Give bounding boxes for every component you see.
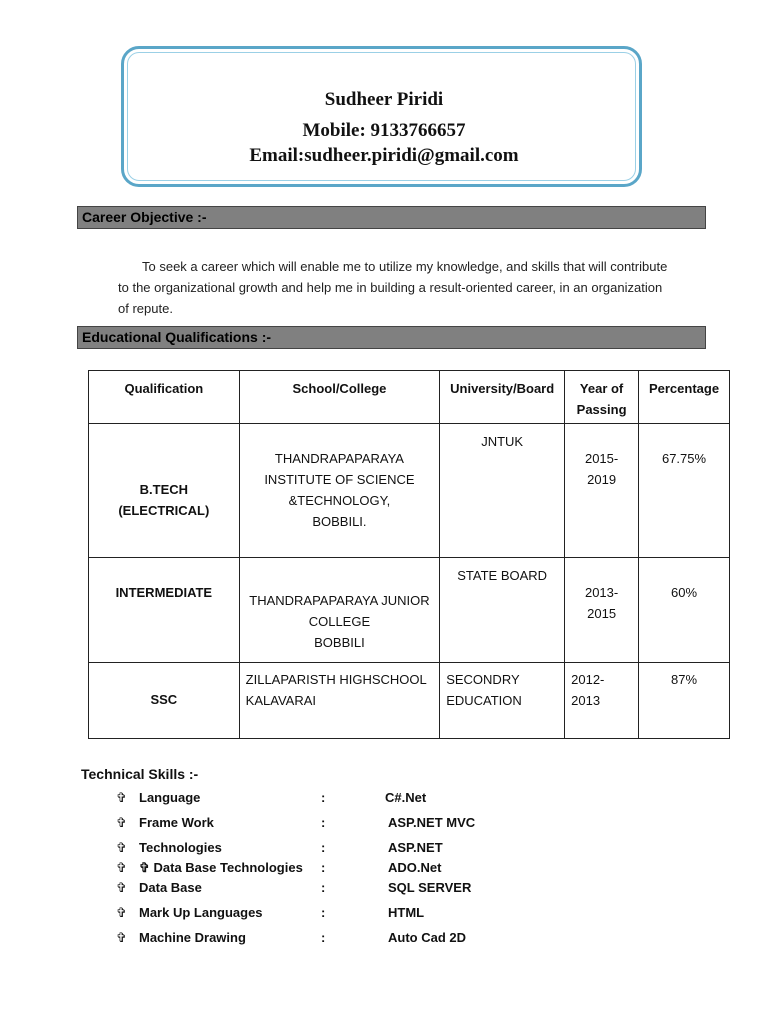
table-header-row	[89, 371, 730, 424]
skill-separator: :	[321, 880, 326, 895]
candidate-name: Sudheer Piridi	[324, 89, 444, 110]
skill-separator: :	[321, 840, 326, 855]
cross-bullet-icon: ✞	[116, 840, 127, 855]
skill-value: HTML	[388, 905, 425, 920]
skill-value: ASP.NET MVC	[388, 815, 476, 830]
school-cell-line: COLLEGE	[308, 614, 371, 629]
board-cell-line: EDUCATION	[446, 693, 522, 708]
skill-separator: :	[321, 860, 326, 875]
skill-value: Auto Cad 2D	[388, 930, 466, 945]
table-row	[89, 663, 730, 739]
list-item	[0, 790, 768, 810]
career-objective-heading: Career Objective :-	[77, 206, 706, 229]
skill-value: C#.Net	[385, 790, 427, 805]
table-row	[89, 558, 730, 663]
school-cell-line: ZILLAPARISTH HIGHSCHOOL	[245, 672, 427, 687]
percentage-cell	[639, 558, 730, 663]
skill-value: ADO.Net	[388, 860, 442, 875]
skill-label: Frame Work	[139, 815, 214, 830]
skill-label: Technologies	[139, 840, 222, 855]
percentage-cell-line: 60%	[671, 585, 698, 600]
qualification-cell-line: INTERMEDIATE	[115, 585, 213, 600]
col-school: School/College	[239, 371, 440, 424]
skill-separator: :	[321, 815, 326, 830]
cross-bullet-icon: ✞	[116, 790, 127, 805]
skill-separator: :	[321, 790, 326, 805]
education-table	[88, 370, 730, 739]
list-item	[0, 880, 768, 900]
skill-label: Machine Drawing	[139, 930, 246, 945]
list-item	[0, 840, 768, 860]
list-item	[0, 815, 768, 835]
board-cell	[440, 424, 565, 558]
col-board: University/Board	[440, 371, 565, 424]
qualification-cell-line: SSC	[150, 692, 178, 707]
skill-separator: :	[321, 905, 326, 920]
objective-line-3: of repute.	[118, 301, 173, 316]
school-cell	[239, 663, 440, 739]
cross-bullet-icon: ✞	[116, 930, 127, 945]
mobile-number: Mobile: 9133766657	[302, 120, 466, 141]
list-item	[0, 930, 768, 950]
school-cell-line: BOBBILI	[314, 635, 365, 650]
school-cell-line: THANDRAPAPARAYA	[274, 451, 404, 466]
board-cell-line: STATE BOARD	[457, 568, 548, 583]
table-row	[89, 424, 730, 558]
school-cell-line: &TECHNOLOGY,	[288, 493, 391, 508]
year-cell	[565, 558, 639, 663]
qualification-cell-line: (ELECTRICAL)	[118, 503, 210, 518]
school-cell-line: INSTITUTE OF SCIENCE	[264, 472, 415, 487]
objective-line-2: to the organizational growth and help me in building a result-oriented career, in an organization	[118, 280, 663, 295]
qualification-cell	[89, 663, 240, 739]
list-item	[0, 905, 768, 925]
cross-bullet-icon: ✞	[116, 860, 127, 875]
email-address: Email:sudheer.piridi@gmail.com	[249, 145, 519, 166]
school-cell	[239, 424, 440, 558]
year-cell	[565, 424, 639, 558]
list-item	[0, 860, 768, 880]
board-cell	[440, 558, 565, 663]
year-cell-line: 2019	[587, 472, 617, 487]
skill-label: Mark Up Languages	[139, 905, 263, 920]
qualification-cell-line: B.TECH	[139, 482, 189, 497]
year-cell-line: 2015-	[584, 451, 619, 466]
school-cell-line: THANDRAPAPARAYA JUNIOR	[249, 593, 430, 608]
skill-label: ✞ Data Base Technologies	[139, 860, 303, 875]
cross-bullet-icon: ✞	[116, 880, 127, 895]
skill-label: Language	[139, 790, 201, 805]
cross-bullet-icon: ✞	[116, 815, 127, 830]
school-cell-line: BOBBILI.	[312, 514, 367, 529]
objective-line-1: To seek a career which will enable me to utilize my knowledge, and skills that will contribute	[142, 259, 668, 274]
year-cell-line: 2015	[587, 606, 617, 621]
board-cell-line: JNTUK	[481, 434, 524, 449]
percentage-cell-line: 67.75%	[661, 451, 707, 466]
technical-skills-heading: Technical Skills :-	[81, 766, 199, 782]
year-cell-line: 2013	[571, 693, 601, 708]
year-cell	[565, 663, 639, 739]
education-heading: Educational Qualifications :-	[77, 326, 706, 349]
skill-label: Data Base	[139, 880, 202, 895]
year-cell-line: 2013-	[584, 585, 619, 600]
col-year: Year of Passing	[565, 371, 639, 424]
qualification-cell	[89, 558, 240, 663]
cross-bullet-icon: ✞	[116, 905, 127, 920]
skill-value: ASP.NET	[388, 840, 443, 855]
qualification-cell	[89, 424, 240, 558]
percentage-cell	[639, 424, 730, 558]
school-cell	[239, 558, 440, 663]
percentage-cell-line: 87%	[671, 672, 698, 687]
col-qualification: Qualification	[89, 371, 240, 424]
skill-value: SQL SERVER	[388, 880, 472, 895]
skill-separator: :	[321, 930, 326, 945]
year-cell-line: 2012-	[571, 672, 605, 687]
school-cell-line: KALAVARAI	[245, 693, 316, 708]
col-percentage: Percentage	[639, 371, 730, 424]
percentage-cell	[639, 663, 730, 739]
career-objective-text	[118, 256, 708, 319]
board-cell-line: SECONDRY	[446, 672, 520, 687]
board-cell	[440, 663, 565, 739]
